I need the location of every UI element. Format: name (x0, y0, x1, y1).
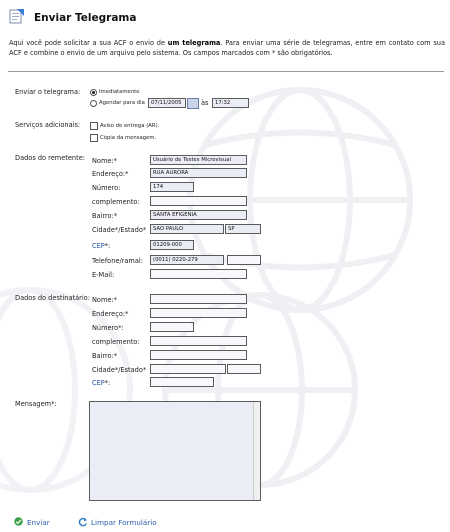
sender-state-field[interactable]: SP (225, 224, 261, 234)
recipient-name-field[interactable] (150, 294, 247, 304)
sender-complement-field[interactable] (150, 196, 247, 206)
sender-email-label: E-Mail: (92, 271, 115, 279)
sender-number-label: Número: (92, 184, 121, 192)
checkbox-copy[interactable] (90, 134, 98, 142)
checkbox-ar[interactable] (90, 122, 98, 130)
radio-immediate[interactable] (90, 89, 97, 96)
intro-text: Aqui você pode solicitar a sua ACF o envio de um telegrama. Para enviar uma série de telegramas, entre em contato com sua ACF e combine o envio de um arquivo pelo sistema. Os campos marcados com * são obrigatórios. (9, 39, 446, 57)
services-section-label: Serviços adicionais: (15, 121, 81, 129)
radio-schedule-label: Agendar para dia (99, 100, 145, 106)
recipient-number-label: Número*: (92, 324, 124, 332)
sender-complement-label: complemento: (92, 198, 140, 206)
sender-address-label: Endereço:* (92, 170, 129, 178)
recipient-number-field[interactable] (150, 322, 194, 332)
message-textarea[interactable] (89, 401, 261, 501)
sender-district-field[interactable]: SANTA EFIGENIA (150, 210, 247, 220)
clear-refresh-icon[interactable] (78, 517, 88, 527)
recipient-address-field[interactable] (150, 308, 247, 318)
calendar-icon[interactable] (187, 98, 199, 109)
telegram-document-icon (8, 8, 26, 24)
recipient-cep-label: CEP*: (92, 379, 111, 387)
recipient-section-label: Dados do destinatário: (15, 294, 90, 302)
send-check-icon[interactable] (14, 517, 23, 526)
sender-email-field[interactable] (150, 269, 247, 279)
recipient-complement-field[interactable] (150, 336, 247, 346)
sender-section-label: Dados do remetente: (15, 154, 85, 162)
message-scrollbar[interactable] (253, 402, 260, 500)
sender-number-field[interactable]: 174 (150, 182, 194, 192)
recipient-district-field[interactable] (150, 350, 247, 360)
radio-schedule[interactable] (90, 100, 97, 107)
recipient-name-label: Nome:* (92, 296, 117, 304)
recipient-state-field[interactable] (227, 364, 261, 374)
clear-form-button[interactable]: Limpar Formulário (91, 518, 157, 527)
recipient-cep-lookup-link[interactable]: CEP (92, 379, 105, 387)
cep-lookup-link[interactable]: CEP (92, 242, 105, 250)
divider (8, 71, 444, 72)
sender-cep-field[interactable]: 01209-000 (150, 240, 194, 250)
send-button[interactable]: Enviar (27, 518, 50, 527)
sender-city-field[interactable]: SAO PAULO (150, 224, 224, 234)
schedule-time-field[interactable]: 17:32 (212, 98, 249, 108)
send-section-label: Enviar o telegrama: (15, 88, 81, 96)
recipient-city-field[interactable] (150, 364, 226, 374)
sender-name-field[interactable]: Usuário de Testes Microvisual (150, 155, 247, 165)
recipient-complement-label: complemento: (92, 338, 140, 346)
sender-phone-field[interactable]: (0011) 0220-279 (150, 255, 224, 265)
checkbox-ar-label: Aviso de entrega (AR). (100, 123, 160, 129)
sender-ext-field[interactable] (227, 255, 261, 265)
recipient-address-label: Endereço:* (92, 310, 129, 318)
radio-immediate-label: Imediatamente (99, 89, 140, 95)
schedule-date-field[interactable]: 07/11/2005 (148, 98, 186, 108)
recipient-district-label: Bairro:* (92, 352, 118, 360)
recipient-cep-field[interactable] (150, 377, 214, 387)
sender-city-label: Cidade*/Estado* (92, 226, 147, 234)
sender-district-label: Bairro:* (92, 212, 118, 220)
recipient-city-label: Cidade*/Estado* (92, 366, 147, 374)
time-as-label: às (201, 99, 209, 107)
page-title: Enviar Telegrama (34, 12, 137, 24)
message-label: Mensagem*: (15, 400, 57, 408)
checkbox-copy-label: Cópia da mensagem. (100, 135, 157, 141)
sender-cep-label: CEP*: (92, 242, 111, 250)
sender-phone-label: Telefone/ramal: (92, 257, 143, 265)
sender-address-field[interactable]: RUA AURORA (150, 168, 247, 178)
sender-name-label: Nome:* (92, 157, 117, 165)
